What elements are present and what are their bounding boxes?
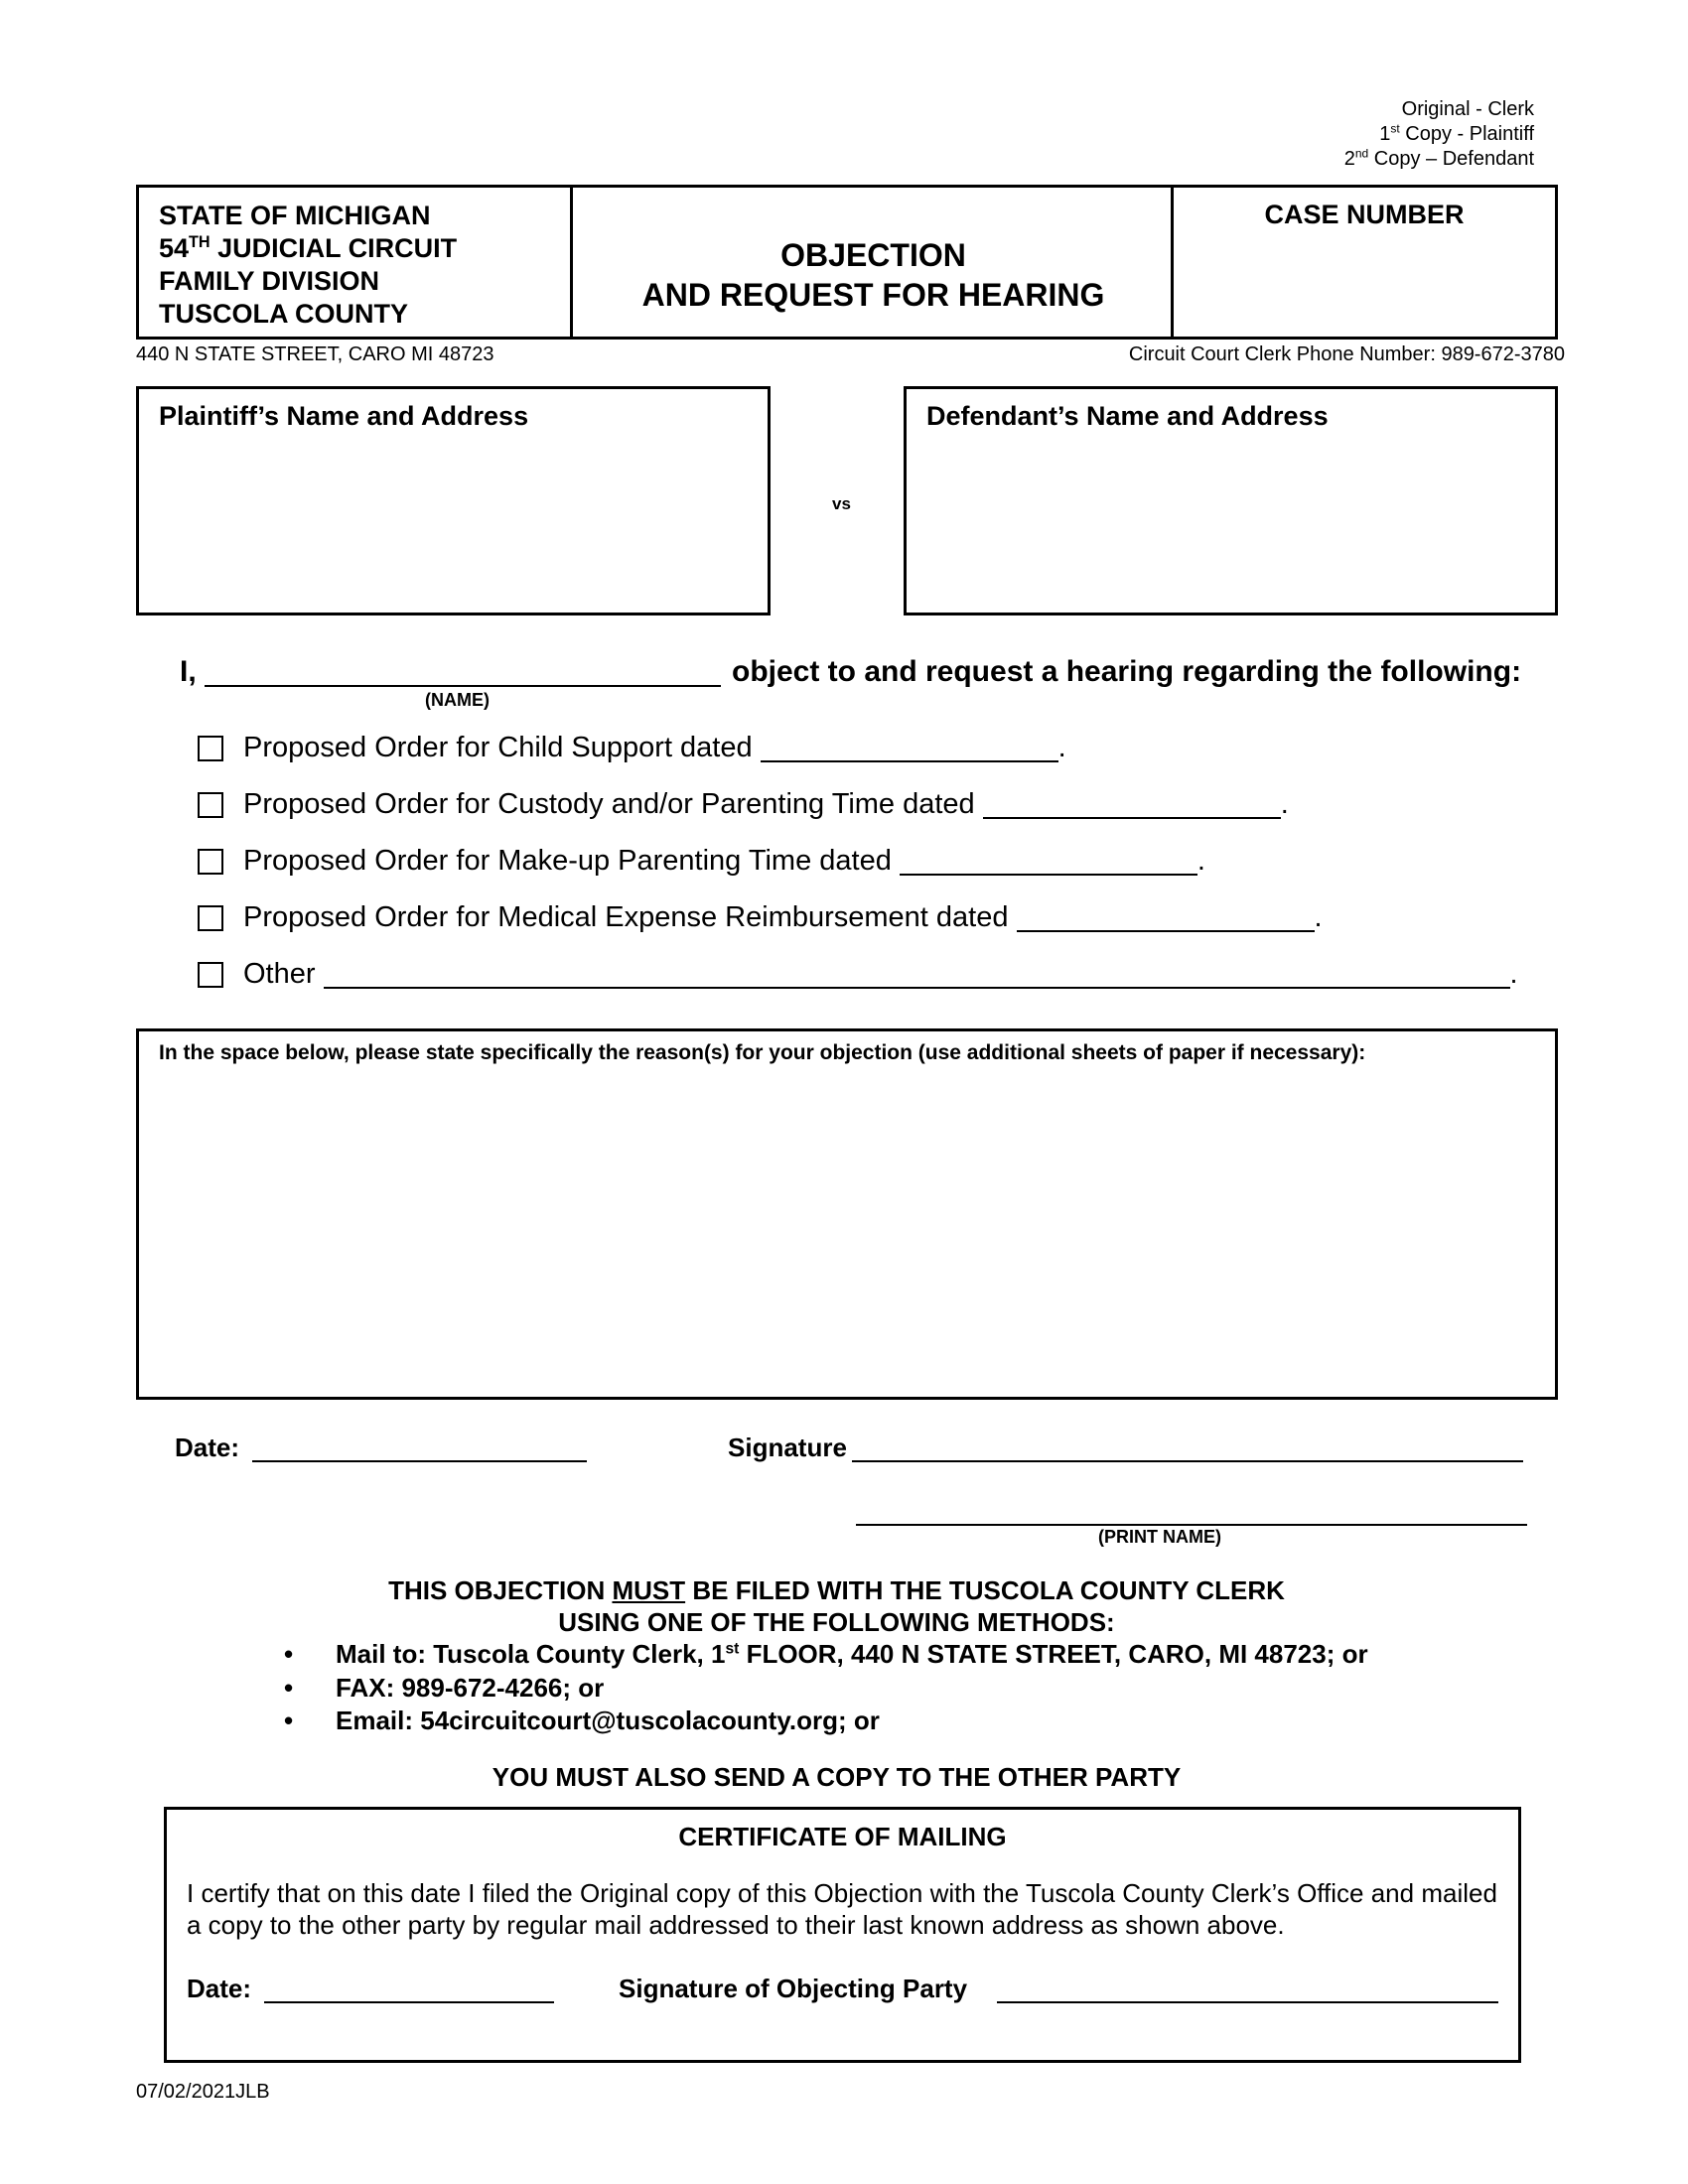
objection-item-custody: Proposed Order for Custody and/or Parenting Time dated . xyxy=(198,788,1289,821)
certificate-date-field[interactable] xyxy=(264,2001,554,2003)
vs-label: vs xyxy=(832,494,851,513)
print-name-caption: (PRINT NAME) xyxy=(1098,1527,1221,1547)
item-label: Other xyxy=(243,958,316,990)
case-number-field[interactable] xyxy=(1192,237,1539,317)
copy-second: 2nd Copy – Defendant xyxy=(1343,146,1534,170)
objection-item-other: Other . xyxy=(198,958,1518,991)
filing-method-email: • Email: 54circuitcourt@tuscolacounty.org; or xyxy=(284,1706,880,1735)
defendant-label: Defendant’s Name and Address xyxy=(926,401,1329,431)
date-field[interactable] xyxy=(761,735,1058,762)
checkbox[interactable] xyxy=(198,792,223,818)
form-code: 07/02/2021JLB xyxy=(136,2081,270,2103)
filing-method-mail: • Mail to: Tuscola County Clerk, 1st FLOOR, 440 N STATE STREET, CARO, MI 48723; or xyxy=(284,1639,1368,1669)
copy-first: 1st Copy - Plaintiff xyxy=(1379,121,1534,145)
certificate-signature-label: Signature of Objecting Party xyxy=(619,1974,968,2003)
copy-distribution xyxy=(1344,97,1534,172)
plaintiff-box[interactable] xyxy=(136,386,771,615)
email-link[interactable]: Email: 54circuitcourt@tuscolacounty.org; or xyxy=(336,1706,880,1735)
objection-item-makeup-parenting: Proposed Order for Make-up Parenting Time dated . xyxy=(198,845,1205,878)
date-field[interactable] xyxy=(252,1460,587,1462)
form-title: OBJECTION AND REQUEST FOR HEARING xyxy=(641,237,1105,313)
clerk-phone: Circuit Court Clerk Phone Number: 989-672-3780 xyxy=(1128,343,1565,365)
checkbox[interactable] xyxy=(198,905,223,931)
print-name-field[interactable] xyxy=(856,1524,1527,1526)
header-box xyxy=(136,185,1558,340)
filing-method-fax: • FAX: 989-672-4266; or xyxy=(284,1673,605,1703)
other-field[interactable] xyxy=(324,961,1510,989)
signature-label: Signature xyxy=(728,1433,847,1462)
certificate-text: I certify that on this date I filed the Original copy of this Objection with the Tuscola County Clerk’s Office and mailed a copy to the other party by regular mail addressed to their last known address as shown above. xyxy=(187,1878,1497,1940)
certificate-date-label: Date: xyxy=(187,1974,252,2003)
filing-heading: THIS OBJECTION MUST BE FILED WITH THE TUSCOLA COUNTY CLERK USING ONE OF THE FOLLOWING METHODS: xyxy=(388,1575,1285,1637)
date-field[interactable] xyxy=(1017,904,1315,932)
certificate-title: CERTIFICATE OF MAILING xyxy=(678,1822,1007,1851)
case-number-label: CASE NUMBER xyxy=(1264,200,1465,229)
objection-item-medical-expense: Proposed Order for Medical Expense Reimbursement dated . xyxy=(198,901,1323,934)
date-field[interactable] xyxy=(983,791,1281,819)
item-label: Proposed Order for Child Support dated xyxy=(243,732,753,763)
reasons-box[interactable] xyxy=(136,1028,1558,1400)
item-label: Proposed Order for Medical Expense Reimbursement dated xyxy=(243,901,1009,933)
certificate-box xyxy=(164,1807,1521,2063)
objector-name-field[interactable] xyxy=(205,685,721,687)
date-field[interactable] xyxy=(900,848,1197,876)
checkbox[interactable] xyxy=(198,849,223,875)
objection-item-child-support: Proposed Order for Child Support dated . xyxy=(198,732,1066,764)
date-label: Date: xyxy=(175,1433,240,1462)
plaintiff-label: Plaintiff’s Name and Address xyxy=(159,401,529,431)
reasons-instruction: In the space below, please state specifically the reason(s) for your objection (use additional sheets of paper if necessary): xyxy=(159,1041,1366,1064)
checkbox[interactable] xyxy=(198,962,223,988)
copy-original: Original - Clerk xyxy=(1401,98,1534,120)
item-label: Proposed Order for Custody and/or Parenting Time dated xyxy=(243,788,975,820)
court-address: 440 N STATE STREET, CARO MI 48723 xyxy=(136,343,494,365)
objection-statement: object to and request a hearing regarding the following: xyxy=(732,655,1522,688)
objector-prefix: I, xyxy=(180,655,197,688)
name-caption: (NAME) xyxy=(425,690,490,710)
item-label: Proposed Order for Make-up Parenting Time dated xyxy=(243,845,892,877)
signature-field[interactable] xyxy=(852,1460,1523,1462)
certificate-signature-field[interactable] xyxy=(997,2001,1498,2003)
checkbox[interactable] xyxy=(198,736,223,761)
copy-notice: YOU MUST ALSO SEND A COPY TO THE OTHER PARTY xyxy=(492,1762,1182,1792)
defendant-box[interactable] xyxy=(904,386,1558,615)
court-name: STATE OF MICHIGAN 54TH JUDICIAL CIRCUIT FAMILY DIVISION TUSCOLA COUNTY xyxy=(159,201,458,329)
